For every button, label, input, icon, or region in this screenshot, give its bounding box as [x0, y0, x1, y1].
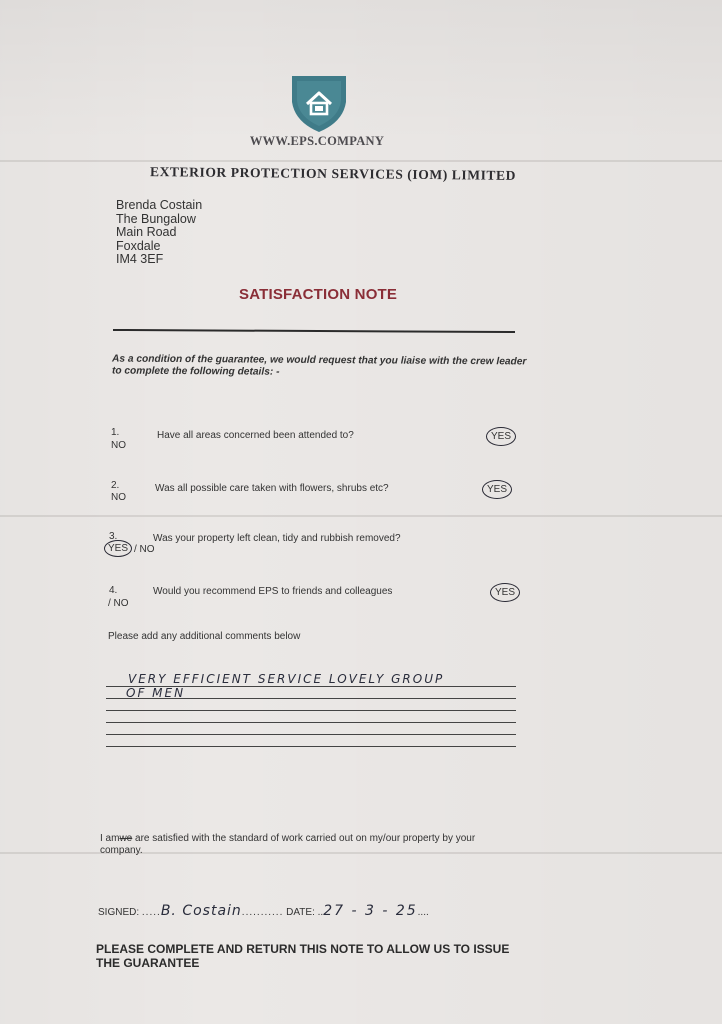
dotted-leader: .....: [141, 907, 161, 918]
statement-text: company.: [100, 845, 143, 856]
handwritten-comment: VERY EFFICIENT SERVICE LOVELY GROUP: [128, 672, 445, 686]
comments-label: Please add any additional comments below: [108, 631, 301, 642]
question-number: 4.: [109, 585, 118, 596]
signature: B. Costain: [160, 903, 242, 919]
question-yes-circled: YES: [486, 427, 516, 446]
comment-line: [106, 710, 516, 711]
page-title: SATISFACTION NOTE: [239, 286, 398, 303]
question-no-option: NO: [111, 440, 126, 451]
question-text: Was your property left clean, tidy and rubbish removed?: [153, 533, 401, 544]
dotted-leader: ..: [317, 907, 324, 918]
address-name: Brenda Costain: [116, 198, 203, 212]
comment-line: [106, 722, 516, 723]
shield-house-logo-icon: [289, 72, 349, 134]
question-yes-circled: YES: [104, 540, 132, 557]
statement-text: are satisfied with the standard of work carried out on my/our property by your: [132, 833, 476, 844]
signed-label: SIGNED:: [98, 907, 140, 918]
intro-text: [112, 354, 532, 381]
date-label: DATE:: [286, 907, 315, 918]
question-yes-circled: YES: [482, 480, 512, 499]
instruction-line: PLEASE COMPLETE AND RETURN THIS NOTE TO ALLOW US TO ISSUE: [96, 942, 510, 956]
dotted-leader: ...........: [241, 907, 284, 918]
question-text: Have all areas concerned been attended to?: [157, 430, 354, 441]
website-text: WWW.EPS.COMPANY: [249, 134, 385, 148]
paper-fold: [0, 160, 722, 162]
question-no-option: NO: [111, 492, 126, 503]
struck-word: we: [119, 833, 133, 844]
question-number: 2.: [111, 480, 120, 491]
intro-line: As a condition of the guarantee, we would request that you liaise with the crew leader: [112, 353, 527, 368]
address-line: The Bungalow: [116, 211, 196, 226]
eps-logo: [289, 72, 349, 134]
satisfaction-statement: [100, 833, 530, 857]
question-no-option: / NO: [108, 598, 129, 609]
company-name: EXTERIOR PROTECTION SERVICES (IOM) LIMITED: [149, 164, 517, 183]
question-no-option: / NO: [134, 544, 155, 555]
question-number: 1.: [111, 427, 120, 438]
question-yes-circled: YES: [490, 583, 520, 602]
return-instructions: [96, 942, 536, 970]
question-text: Was all possible care taken with flowers, shrubs etc?: [155, 483, 389, 494]
address-line: Main Road: [116, 225, 177, 240]
handwritten-comment: OF MEN: [126, 686, 186, 700]
question-text: Would you recommend EPS to friends and colleagues: [153, 586, 393, 597]
address-postcode: IM4 3EF: [116, 252, 164, 267]
date-value: 27 - 3 - 25: [323, 903, 418, 919]
recipient-address: [116, 199, 202, 267]
title-divider: [113, 329, 515, 333]
intro-line: to complete the following details: -: [111, 365, 280, 378]
comment-line: [106, 746, 516, 747]
instruction-line: THE GUARANTEE: [96, 956, 200, 970]
signature-row: [98, 903, 429, 919]
question-number: 3.: [109, 531, 118, 542]
comment-line: [106, 734, 516, 735]
dotted-leader: ....: [417, 907, 429, 918]
address-line: Foxdale: [116, 238, 161, 253]
paper-fold: [0, 515, 722, 517]
statement-text: I am: [100, 833, 120, 844]
